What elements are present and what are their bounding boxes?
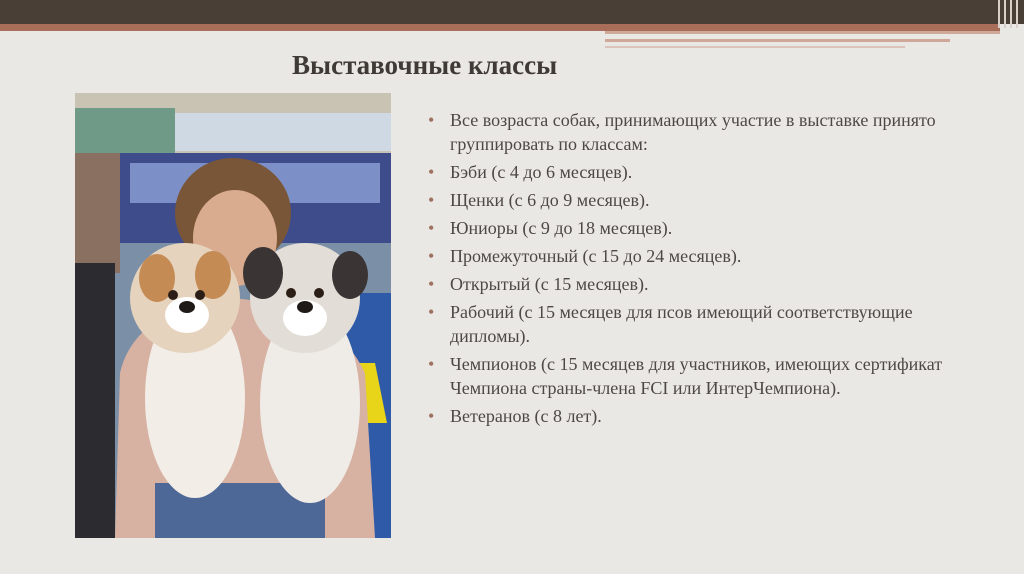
decorative-lines (998, 0, 1020, 28)
list-item: • Щенки (с 6 до 9 месяцев). (428, 190, 650, 210)
list-item: • Открытый (с 15 месяцев). (428, 274, 649, 294)
bullet-icon: • (428, 110, 435, 130)
list-item: • Бэби (с 4 до 6 месяцев). (428, 162, 633, 182)
accent-line (605, 39, 950, 42)
bullet-icon: • (428, 354, 435, 374)
top-bar (0, 0, 1024, 24)
bullet-icon: • (428, 302, 435, 322)
bullet-list (428, 108, 988, 432)
bullet-icon: • (428, 274, 435, 294)
bullet-icon: • (428, 246, 435, 266)
list-item: • Чемпионов (с 15 месяцев для участников, имеющих сертификат Чемпиона страны-члена FCI или ИнтерЧемпиона). (428, 354, 943, 398)
slide-title: Выставочные классы (292, 50, 558, 80)
list-item: • Промежуточный (с 15 до 24 месяцев). (428, 246, 742, 266)
list-item: • Все возраста собак, принимающих участие в выставке принято группировать по классам: (428, 110, 936, 154)
accent-line (605, 31, 1000, 34)
bullet-icon: • (428, 218, 435, 238)
list-item: • Юниоры (с 9 до 18 месяцев). (428, 218, 673, 238)
dog-show-photo (75, 93, 391, 538)
bullet-icon: • (428, 406, 435, 426)
list-item: • Ветеранов (с 8 лет). (428, 406, 602, 426)
bullet-icon: • (428, 162, 435, 182)
list-item: • Рабочий (с 15 месяцев для псов имеющий соответствующие дипломы). (428, 302, 913, 346)
accent-line (605, 46, 905, 48)
accent-stripe (0, 24, 1000, 31)
bullet-icon: • (428, 190, 435, 210)
